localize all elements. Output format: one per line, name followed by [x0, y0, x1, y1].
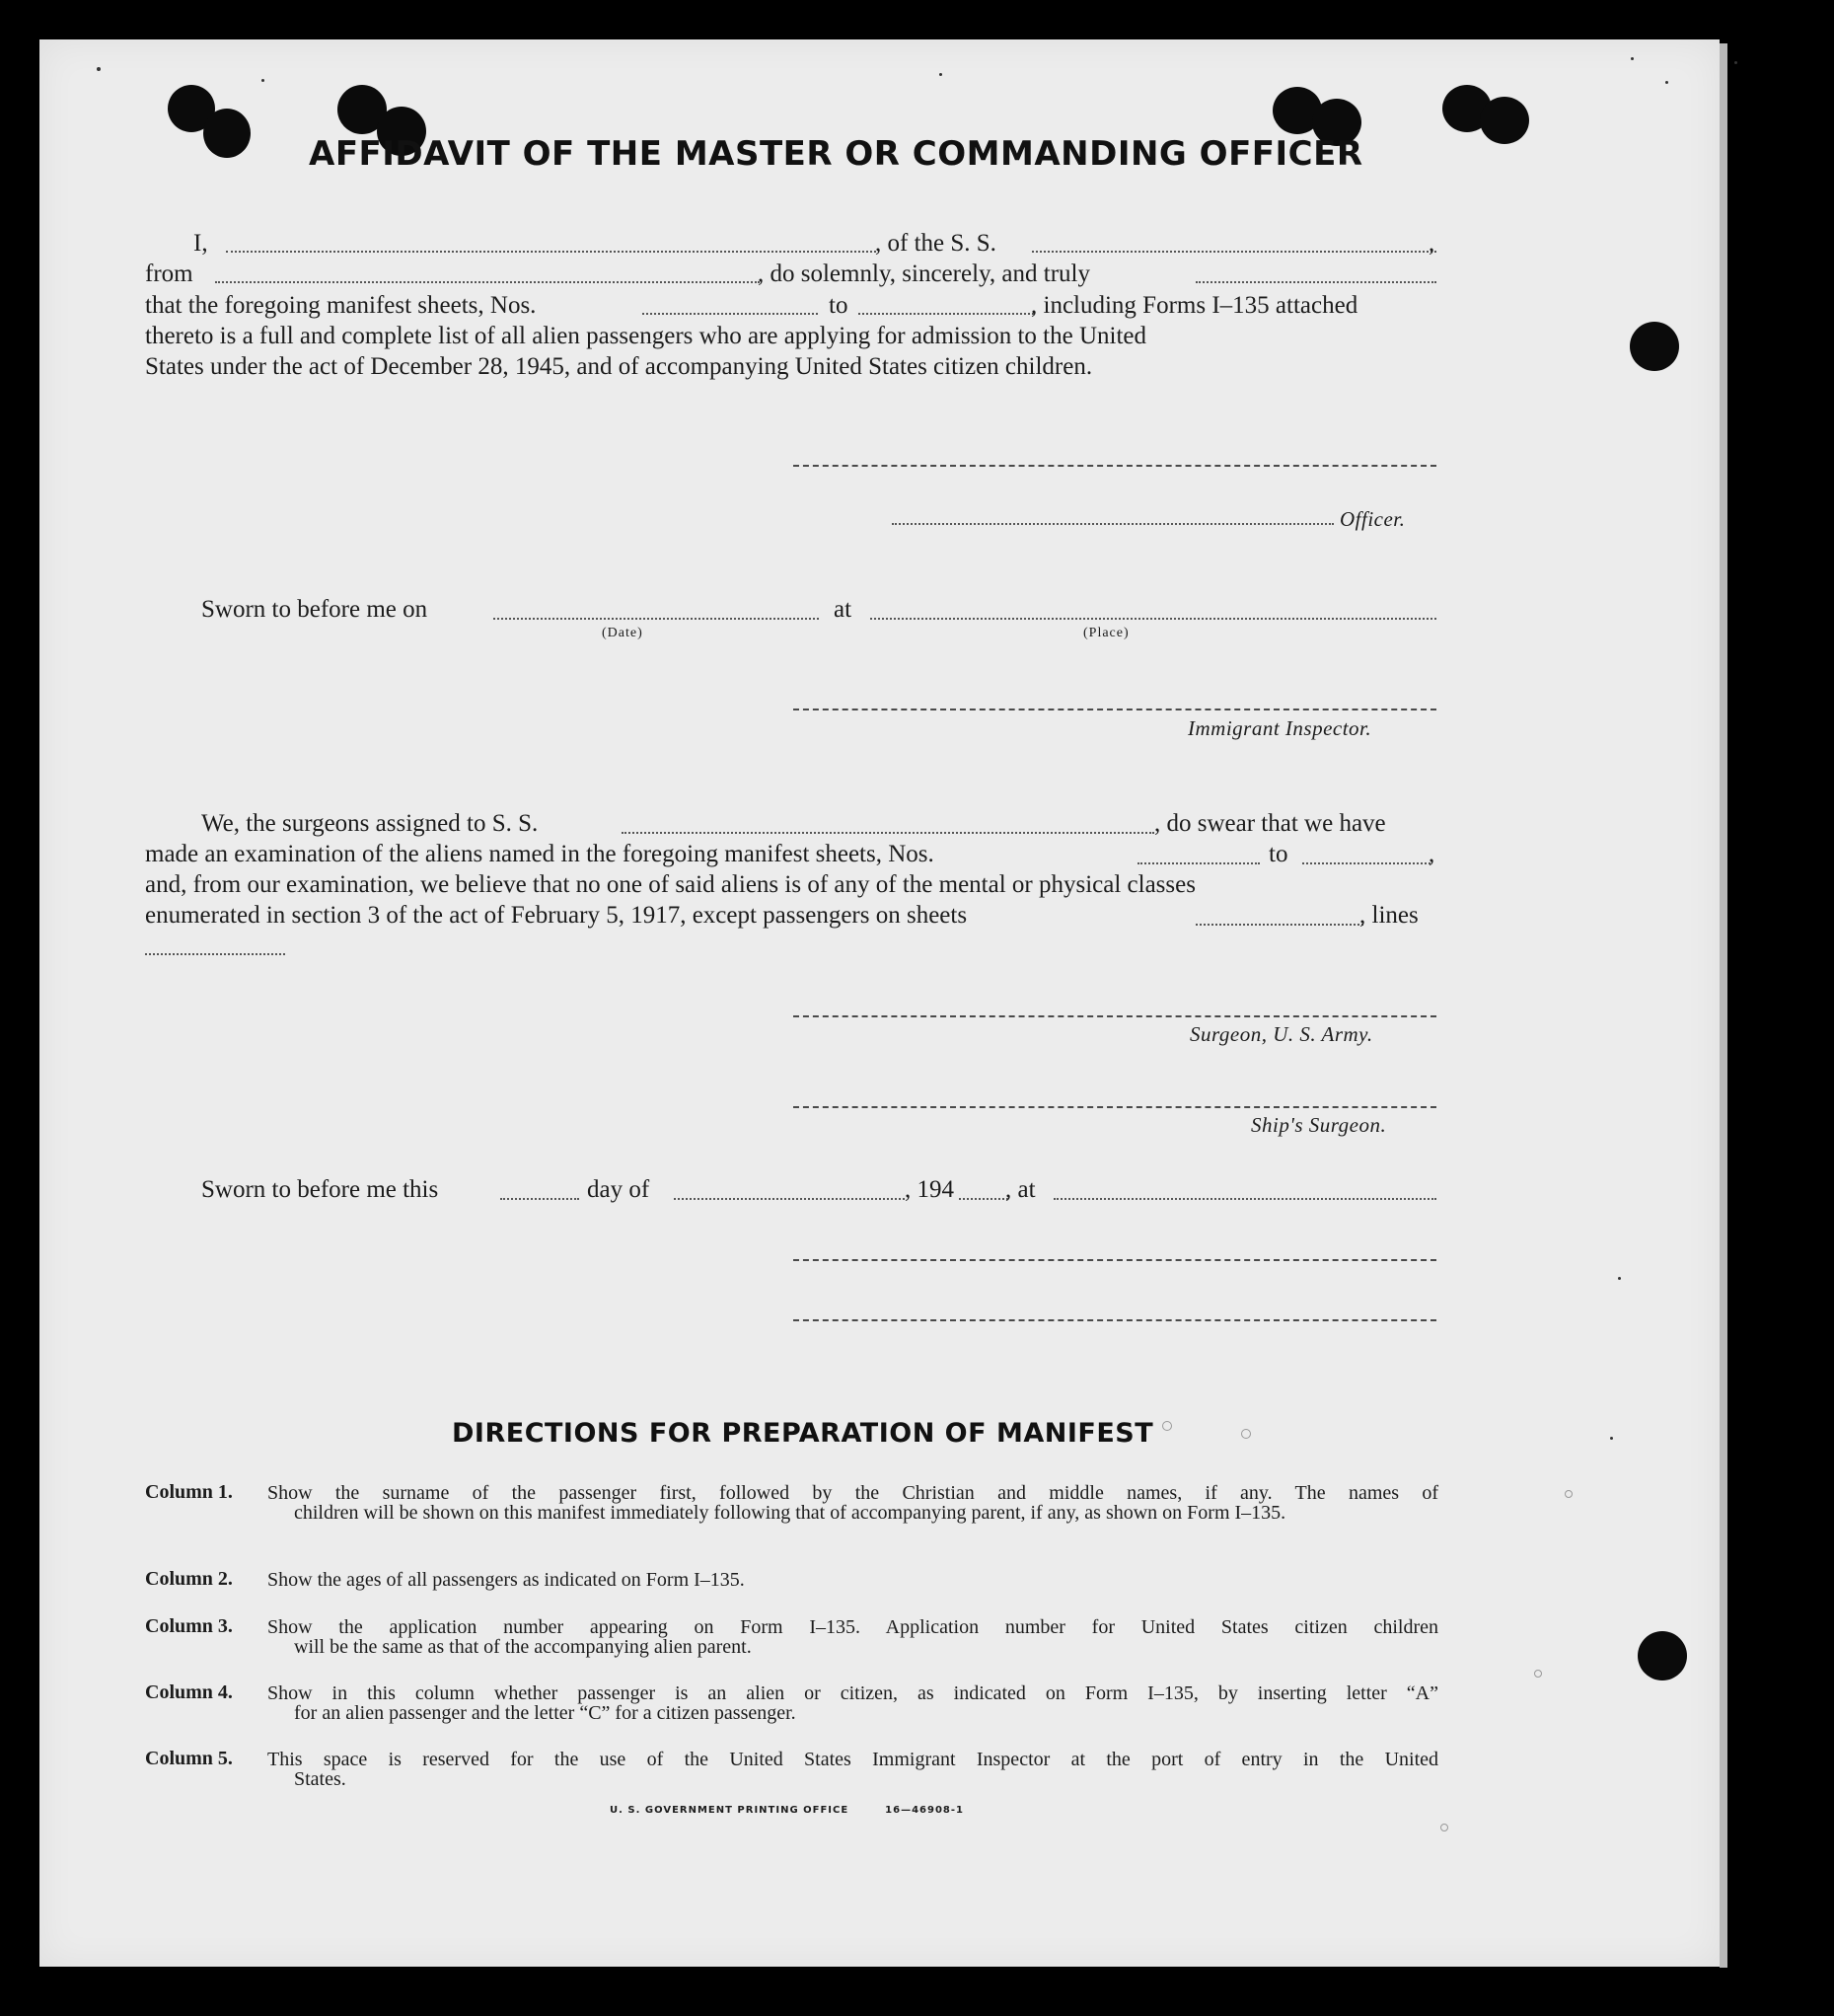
surgeons-text: , lines: [1359, 902, 1419, 929]
paper-ring-mark: [1241, 1429, 1251, 1439]
place-caption: (Place): [1083, 626, 1130, 640]
column-3-text: [267, 1617, 1438, 1657]
paper-ring-mark: [1440, 1824, 1448, 1831]
sworn-surgeons-text: Sworn to before me this: [201, 1176, 439, 1203]
column-1-first-line: Show the surname of the passenger first, followed by the Christian and middle names, if any. The names of: [267, 1482, 1438, 1504]
paper-speck: [1610, 1437, 1613, 1440]
ship-surgeon-label: Ship's Surgeon.: [1251, 1113, 1387, 1137]
inspector-title-line-2[interactable]: [793, 1319, 1436, 1321]
column-5-text: [267, 1750, 1438, 1789]
punch-hole: [1638, 1631, 1687, 1680]
officer-title-line[interactable]: [892, 523, 1334, 525]
affidavit-text: from: [145, 261, 193, 287]
oath-blank[interactable]: [1196, 281, 1436, 283]
surgeons-sheets-to-blank[interactable]: [1302, 862, 1431, 864]
column-3-first-line: Show the application number appearing on Form I–135. Application number for United States citizen children: [267, 1616, 1438, 1638]
surgeons-text: enumerated in section 3 of the act of February 5, 1917, except passengers on sheets: [145, 902, 968, 929]
page-edge-shadow: [1720, 43, 1727, 1968]
column-5-first-line: This space is reserved for the use of the United States Immigrant Inspector at the port of entry in the United: [267, 1749, 1438, 1770]
column-4-rest: for an alien passenger and the letter “C” for a citizen passenger.: [294, 1702, 796, 1724]
ship-surgeon-signature-line[interactable]: [793, 1106, 1436, 1108]
surgeons-text: to: [1269, 841, 1288, 867]
punch-hole: [203, 109, 251, 158]
surgeons-text: , do swear that we have: [1154, 810, 1386, 837]
column-2-label: Column 2.: [145, 1568, 233, 1590]
paper-ring-mark: [1162, 1421, 1172, 1431]
sheets-to-blank[interactable]: [858, 313, 1034, 315]
sworn-text: at: [834, 596, 852, 623]
column-5-rest: States.: [294, 1768, 346, 1790]
column-3-rest: will be the same as that of the accompanying alien parent.: [294, 1636, 752, 1658]
except-sheets-blank[interactable]: [1196, 924, 1363, 926]
paper-ring-mark: [1565, 1490, 1573, 1498]
surgeons-text: made an examination of the aliens named in the foregoing manifest sheets, Nos.: [145, 841, 934, 867]
port-from-blank[interactable]: [215, 281, 760, 283]
paper-speck: [261, 79, 264, 82]
affidavit-text: I,: [193, 230, 208, 257]
column-2-text: [267, 1570, 1438, 1590]
punch-hole: [1630, 322, 1679, 371]
sworn-month-blank[interactable]: [674, 1198, 905, 1200]
paper-speck: [1631, 57, 1634, 60]
surgeons-sheets-from-blank[interactable]: [1137, 862, 1260, 864]
army-surgeon-label: Surgeon, U. S. Army.: [1190, 1022, 1373, 1046]
inspector-label: Immigrant Inspector.: [1188, 716, 1372, 740]
affidavit-text: , do solemnly, sincerely, and truly: [758, 261, 1090, 287]
sworn-surgeons-text: , at: [1005, 1176, 1036, 1203]
paper-speck: [1665, 81, 1668, 84]
sworn-date-blank[interactable]: [493, 618, 819, 620]
ship-name-blank[interactable]: [1032, 251, 1436, 253]
officer-label: Officer.: [1340, 507, 1406, 531]
affidavit-text: , including Forms I–135 attached: [1031, 292, 1358, 319]
form-code: 16—46908-1: [885, 1805, 964, 1816]
affidavit-text: that the foregoing manifest sheets, Nos.: [145, 292, 537, 319]
directions-title: DIRECTIONS FOR PREPARATION OF MANIFEST: [452, 1418, 1154, 1449]
column-1-label: Column 1.: [145, 1481, 233, 1503]
column-5-label: Column 5.: [145, 1748, 233, 1769]
inspector-signature-line-2[interactable]: [793, 1259, 1436, 1261]
surgeons-ship-blank[interactable]: [622, 832, 1154, 834]
column-1-rest: children will be shown on this manifest immediately following that of accompanying parent, if any, as shown on Form I–135.: [294, 1502, 1286, 1524]
column-3-label: Column 3.: [145, 1615, 233, 1637]
officer-signature-line[interactable]: [793, 465, 1436, 467]
sworn-place-blank[interactable]: [870, 618, 1436, 620]
army-surgeon-signature-line[interactable]: [793, 1015, 1436, 1017]
surgeons-text: We, the surgeons assigned to S. S.: [201, 810, 539, 837]
paper-speck: [1734, 61, 1737, 64]
sworn-text: Sworn to before me on: [201, 596, 428, 623]
paper-ring-mark: [1534, 1670, 1542, 1678]
printer-imprint: [610, 1805, 964, 1816]
printer-name: U. S. GOVERNMENT PRINTING OFFICE: [610, 1805, 849, 1816]
surgeons-text: ,: [1429, 841, 1435, 867]
column-4-first-line: Show in this column whether passenger is an alien or citizen, as indicated on Form I–135, by inserting letter “A”: [267, 1682, 1438, 1704]
paper-speck: [1618, 1277, 1621, 1280]
inspector-signature-line[interactable]: [793, 709, 1436, 710]
affidavit-text: thereto is a full and complete list of all alien passengers who are applying for admission to the United: [145, 323, 1147, 349]
punch-hole: [1480, 97, 1529, 144]
paper-speck: [97, 67, 101, 71]
column-1-text: [267, 1483, 1438, 1523]
affidavit-text: , of the S. S.: [875, 230, 996, 257]
column-2-first-line: Show the ages of all passengers as indicated on Form I–135.: [267, 1569, 745, 1591]
surgeons-text: and, from our examination, we believe that no one of said aliens is of any of the mental or physical classes: [145, 871, 1196, 898]
sworn-year-blank[interactable]: [959, 1198, 1008, 1200]
sworn-surgeons-text: day of: [587, 1176, 650, 1203]
affidavit-text: States under the act of December 28, 1945, and of accompanying United States citizen children.: [145, 353, 1093, 380]
affidavit-text: to: [829, 292, 848, 319]
name-blank[interactable]: [226, 251, 876, 253]
column-4-label: Column 4.: [145, 1681, 233, 1703]
date-caption: (Date): [602, 626, 643, 640]
sworn-at-place-blank[interactable]: [1054, 1198, 1436, 1200]
affidavit-title: AFFIDAVIT OF THE MASTER OR COMMANDING OFFICER: [309, 134, 1363, 174]
sheets-from-blank[interactable]: [642, 313, 818, 315]
except-lines-blank[interactable]: [145, 953, 285, 955]
paper-speck: [939, 73, 942, 76]
column-4-text: [267, 1683, 1438, 1723]
affidavit-text: ,: [1429, 230, 1435, 257]
sworn-day-blank[interactable]: [500, 1198, 579, 1200]
sworn-surgeons-text: , 194: [905, 1176, 954, 1203]
